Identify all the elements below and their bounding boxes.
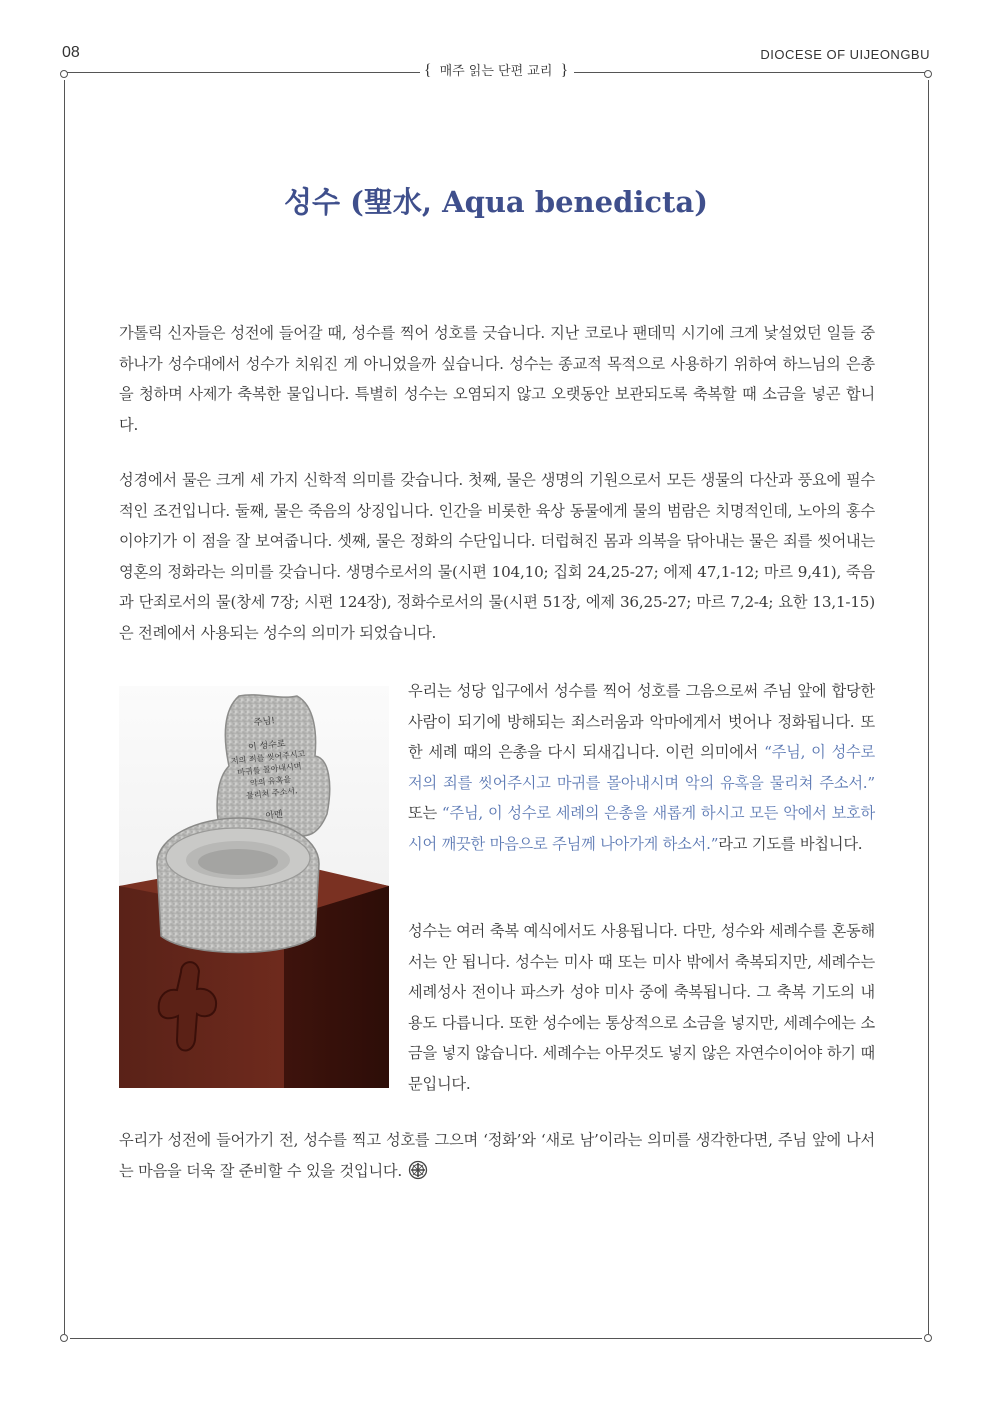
prayer-intro-text: 우리는 성당 입구에서 성수를 찍어 성호를 그음으로써 주님 앞에 합당한 사람이 되기에 방해되는 죄스러움과 악마에게서 벗어나 정화됩니다. 또한 세례 때의 은총을 다시 되새깁니다. 이런 의미에서 — [408, 682, 875, 761]
paragraph-holy-vs-baptismal: 성수는 여러 축복 예식에서도 사용됩니다. 다만, 성수와 세례수를 혼동해서는 안 됩니다. 성수는 미사 때 또는 미사 밖에서 축복되지만, 세례수는 세례성사 전이나 파스카 성야 미사 중에 축복됩니다. 그 축복 기도의 내용도 다릅니다. 또한 성수에는 통상적으로 소금을 넣지만, 세례수에는 소금을 넣지 않습니다. 세례수는 아무것도 넣지 않은 자연수이어야 하기 때문입니다. — [408, 922, 875, 1093]
holy-water-font-image — [119, 686, 389, 1088]
corner-dot-icon — [60, 70, 68, 78]
right-frame-line — [928, 80, 929, 1334]
engraving-line: 이 성수로 — [247, 739, 287, 754]
section-label: 매주 읽는 단편 교리 — [439, 64, 553, 79]
prayer-quote-2: “주님, 이 성수로 세례의 은총을 새롭게 하시고 모든 악에서 보호하시어 깨끗한 마음으로 주님께 나아가게 하소서.” — [408, 804, 875, 853]
prayer-closing-text: 라고 기도를 바칩니다. — [718, 834, 863, 853]
conclusion-text: 우리가 성전에 들어가기 전, 성수를 찍고 성호를 그으며 ‘정화’와 ‘새로 남’이라는 의미를 생각한다면, 주님 앞에 나서는 마음을 더욱 잘 준비할 수 있을 것입니다. — [119, 1131, 875, 1180]
paragraph-conclusion — [119, 1125, 875, 1190]
corner-dot-icon — [924, 1334, 932, 1342]
cross-emblem-icon — [408, 1160, 428, 1191]
section-title — [0, 60, 992, 80]
engraving-line: 저의 죄를 씻어주시고 — [230, 749, 306, 766]
engraving-line: 악의 유혹을 — [249, 774, 292, 789]
left-brace-icon: { — [423, 62, 432, 79]
engraving-line: 아멘 — [265, 809, 284, 822]
engraving-line: 마귀를 몰아내시며 — [236, 761, 302, 778]
prayer-quote-1: “주님, 이 성수로 저의 죄를 씻어주시고 마귀를 몰아내시며 악의 유혹을 물리쳐 주소서.” — [408, 743, 876, 792]
paragraph-biblical-meaning: 성경에서 물은 크게 세 가지 신학적 의미를 갖습니다. 첫째, 물은 생명의 기원으로서 모든 생물의 다산과 풍요에 필수적인 조건입니다. 둘째, 물은 죽음의 상징입니다. 인간을 비롯한 육상 동물에게 물의 범람은 치명적인데, 노아의 홍수 이야기가 이 점을 잘 보여줍니다. 셋째, 물은 정화의 수단입니다. 더럽혀진 몸과 의복을 닦아내는 물은 죄를 씻어내는 영혼의 정화라는 의미를 갖습니다. 생명수로서의 물(시편 104,10; 집회 24,25-27; 에제 47,1-12; 마르 9,41), 죽음과 단죄로서의 물(창세 7장; 시편 124장), 정화수로서의 물(시편 51장, 에제 36,25-27; 마르 7,2-4; 요한 13,1-15)은 전례에서 사용되는 성수의 의미가 되었습니다. — [119, 471, 875, 642]
article-title: 성수 (聖水, Aqua benedicta) — [284, 185, 708, 219]
left-frame-line — [64, 80, 65, 1334]
corner-dot-icon — [60, 1334, 68, 1342]
corner-dot-icon — [924, 70, 932, 78]
page-number: 08 — [62, 44, 80, 61]
top-rule-left — [66, 72, 420, 73]
prayer-connector-text: 또는 — [408, 804, 442, 822]
bottom-rule — [70, 1338, 922, 1339]
holy-water-font-photo — [119, 686, 389, 1088]
top-rule-right — [574, 72, 926, 73]
paragraph-intro: 가톨릭 신자들은 성전에 들어갈 때, 성수를 찍어 성호를 긋습니다. 지난 코로나 팬데믹 시기에 크게 낯설었던 일들 중 하나가 성수대에서 성수가 치워진 게 아니었을까 싶습니다. 성수는 종교적 목적으로 사용하기 위하여 하느님의 은총을 청하며 사제가 축복한 물입니다. 특별히 성수는 오염되지 않고 오랫동안 보관되도록 축복할 때 소금을 넣곤 합니다. — [119, 324, 875, 434]
engraving-line: 주님! — [253, 716, 276, 729]
publisher-name: DIOCESE OF UIJEONGBU — [760, 47, 930, 62]
right-brace-icon: } — [560, 62, 569, 79]
engraving-line: 물리쳐 주소서. — [245, 786, 298, 801]
paragraph-prayer — [408, 676, 875, 859]
